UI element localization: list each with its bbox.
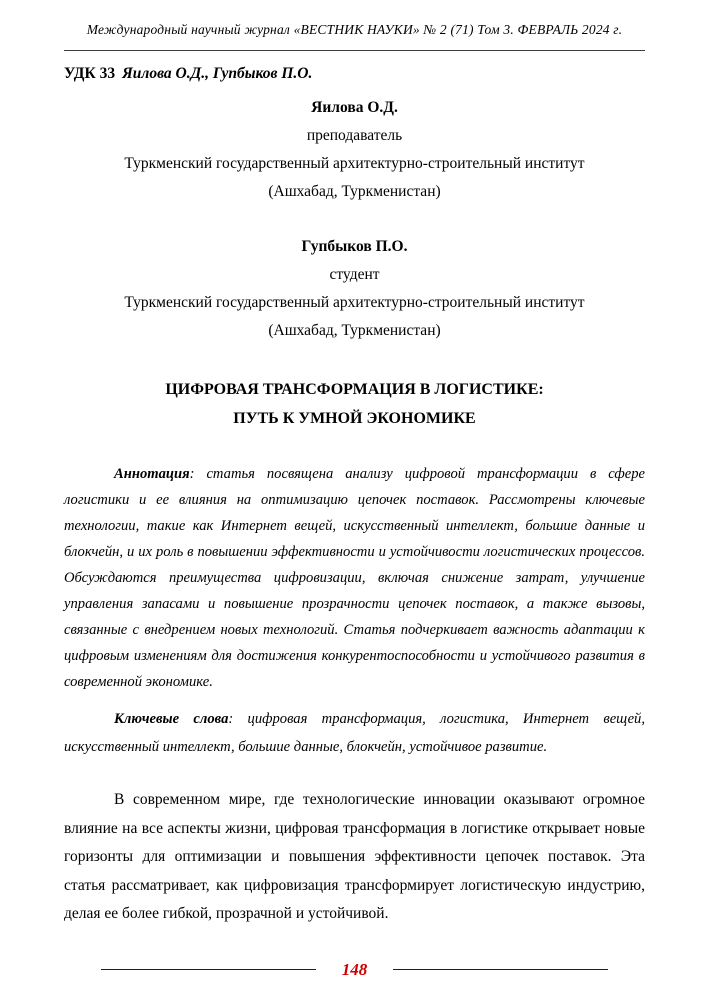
running-head: Международный научный журнал «ВЕСТНИК НАУКИ» № 2 (71) Том 3. ФЕВРАЛЬ 2024 г. [86,22,623,37]
abstract-paragraph [64,461,645,695]
keywords-paragraph [64,705,645,761]
abstract-text: : статья посвящена анализу цифровой трансформации в сфере логистики и ее влияния на оптимизацию цепочек поставок. Рассмотрены ключевые технологии, такие как Интернет вещей, искусственный интеллект, большие данные и блокчейн, и их роль в повышении эффективности и устойчивости логистических процессов. Обсуждаются преимущества цифровизации, включая снижение затрат, улучшение управления запасами и повышение прозрачности цепочек поставок, а также вызовы, связанные с внедрением новых технологий. Статья подчеркивает важность адаптации к цифровым изменениям для достижения конкурентоспособности и устойчивого развития в современной экономике. [64,466,645,690]
author-block-1 [64,94,645,206]
page-number: 148 [341,960,368,979]
udc-code: УДК 33 [64,65,116,82]
keywords-text: : цифровая трансформация, логистика, Интернет вещей, искусственный интеллект, большие данные, блокчейн, устойчивое развитие. [64,711,645,755]
article-title-line-2: ПУТЬ К УМНОЙ ЭКОНОМИКЕ [233,410,476,427]
author-1-name: Яилова О.Д. [311,99,398,116]
author-2-name: Гупбыков П.О. [301,238,408,255]
author-1-location: (Ашхабад, Туркменистан) [268,183,441,200]
author-2-role: студент [329,266,380,283]
author-block-2 [64,233,645,345]
keywords-label: Ключевые слова [114,711,229,727]
authors-byline: Яилова О.Д., Гупбыков П.О. [122,65,313,82]
udc-byline-line [64,65,645,83]
footer-rule-left [101,969,316,970]
author-2-affiliation: Туркменский государственный архитектурно-строительный институт [124,294,585,311]
intro-paragraph: В современном мире, где технологические инновации оказывают огромное влияние на все аспекты жизни, цифровая трансформация в логистике открывает новые горизонты для оптимизации и повышения эффективности цепочек поставок. Эта статья рассматривает, как цифровизация трансформирует логистическую индустрию, делая ее более гибкой, прозрачной и устойчивой. [64,791,645,922]
page-footer [0,961,709,978]
author-1-role: преподаватель [306,127,403,144]
article-title-line-1: ЦИФРОВАЯ ТРАНСФОРМАЦИЯ В ЛОГИСТИКЕ: [165,381,544,398]
article-title [64,375,645,433]
header-divider [64,50,645,51]
author-2-location: (Ашхабад, Туркменистан) [268,322,441,339]
author-1-affiliation: Туркменский государственный архитектурно-строительный институт [124,155,585,172]
abstract-label: Аннотация [114,466,190,482]
footer-rule-right [393,969,608,970]
